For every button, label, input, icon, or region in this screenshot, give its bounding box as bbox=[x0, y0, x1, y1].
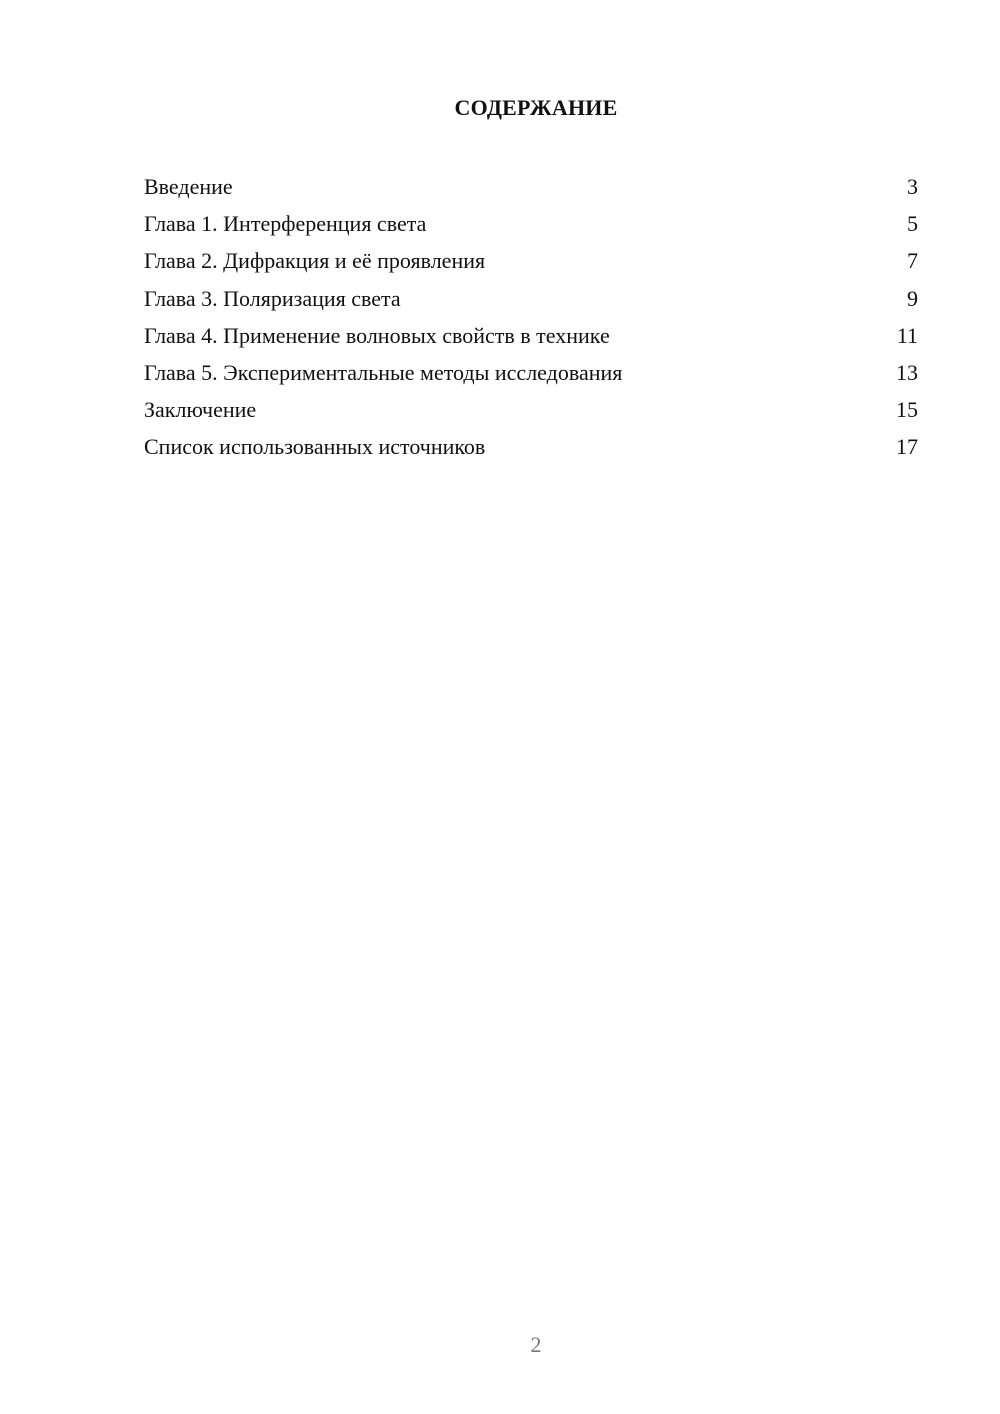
toc-entry-page: 5 bbox=[907, 211, 918, 237]
toc-entry-page: 3 bbox=[907, 174, 918, 199]
toc-entry-label: Введение bbox=[144, 174, 233, 199]
toc-entry-page: 9 bbox=[907, 285, 918, 311]
toc-entry-label: Заключение bbox=[144, 397, 257, 423]
toc-entry bbox=[144, 428, 918, 465]
toc-entry bbox=[144, 280, 918, 317]
toc-entry bbox=[144, 317, 918, 354]
toc-entry-page: 13 bbox=[896, 359, 918, 385]
toc-entry-label: Глава 2. Дифракция и её проявления bbox=[144, 248, 486, 274]
toc-entry-label: Список использованных источников bbox=[144, 434, 486, 460]
toc-entry bbox=[144, 205, 918, 242]
page-number: 2 bbox=[530, 1332, 542, 1357]
toc-entry-label: Глава 1. Интерференция света bbox=[144, 211, 427, 237]
table-of-contents bbox=[144, 168, 918, 466]
toc-entry-label: Глава 3. Поляризация света bbox=[144, 285, 401, 311]
toc-entry-page: 15 bbox=[896, 397, 918, 423]
toc-entry bbox=[144, 242, 918, 279]
toc-entry-label: Глава 4. Применение волновых свойств в технике bbox=[144, 322, 610, 348]
toc-entry bbox=[144, 354, 918, 391]
toc-entry bbox=[144, 391, 918, 428]
toc-entry-page: 7 bbox=[907, 248, 918, 274]
toc-entry-label: Глава 5. Экспериментальные методы исследования bbox=[144, 359, 623, 385]
toc-entry-page: 11 bbox=[896, 322, 918, 348]
toc-entry-page: 17 bbox=[896, 434, 918, 460]
page-title: СОДЕРЖАНИЕ bbox=[454, 95, 618, 120]
toc-entry bbox=[144, 168, 918, 205]
